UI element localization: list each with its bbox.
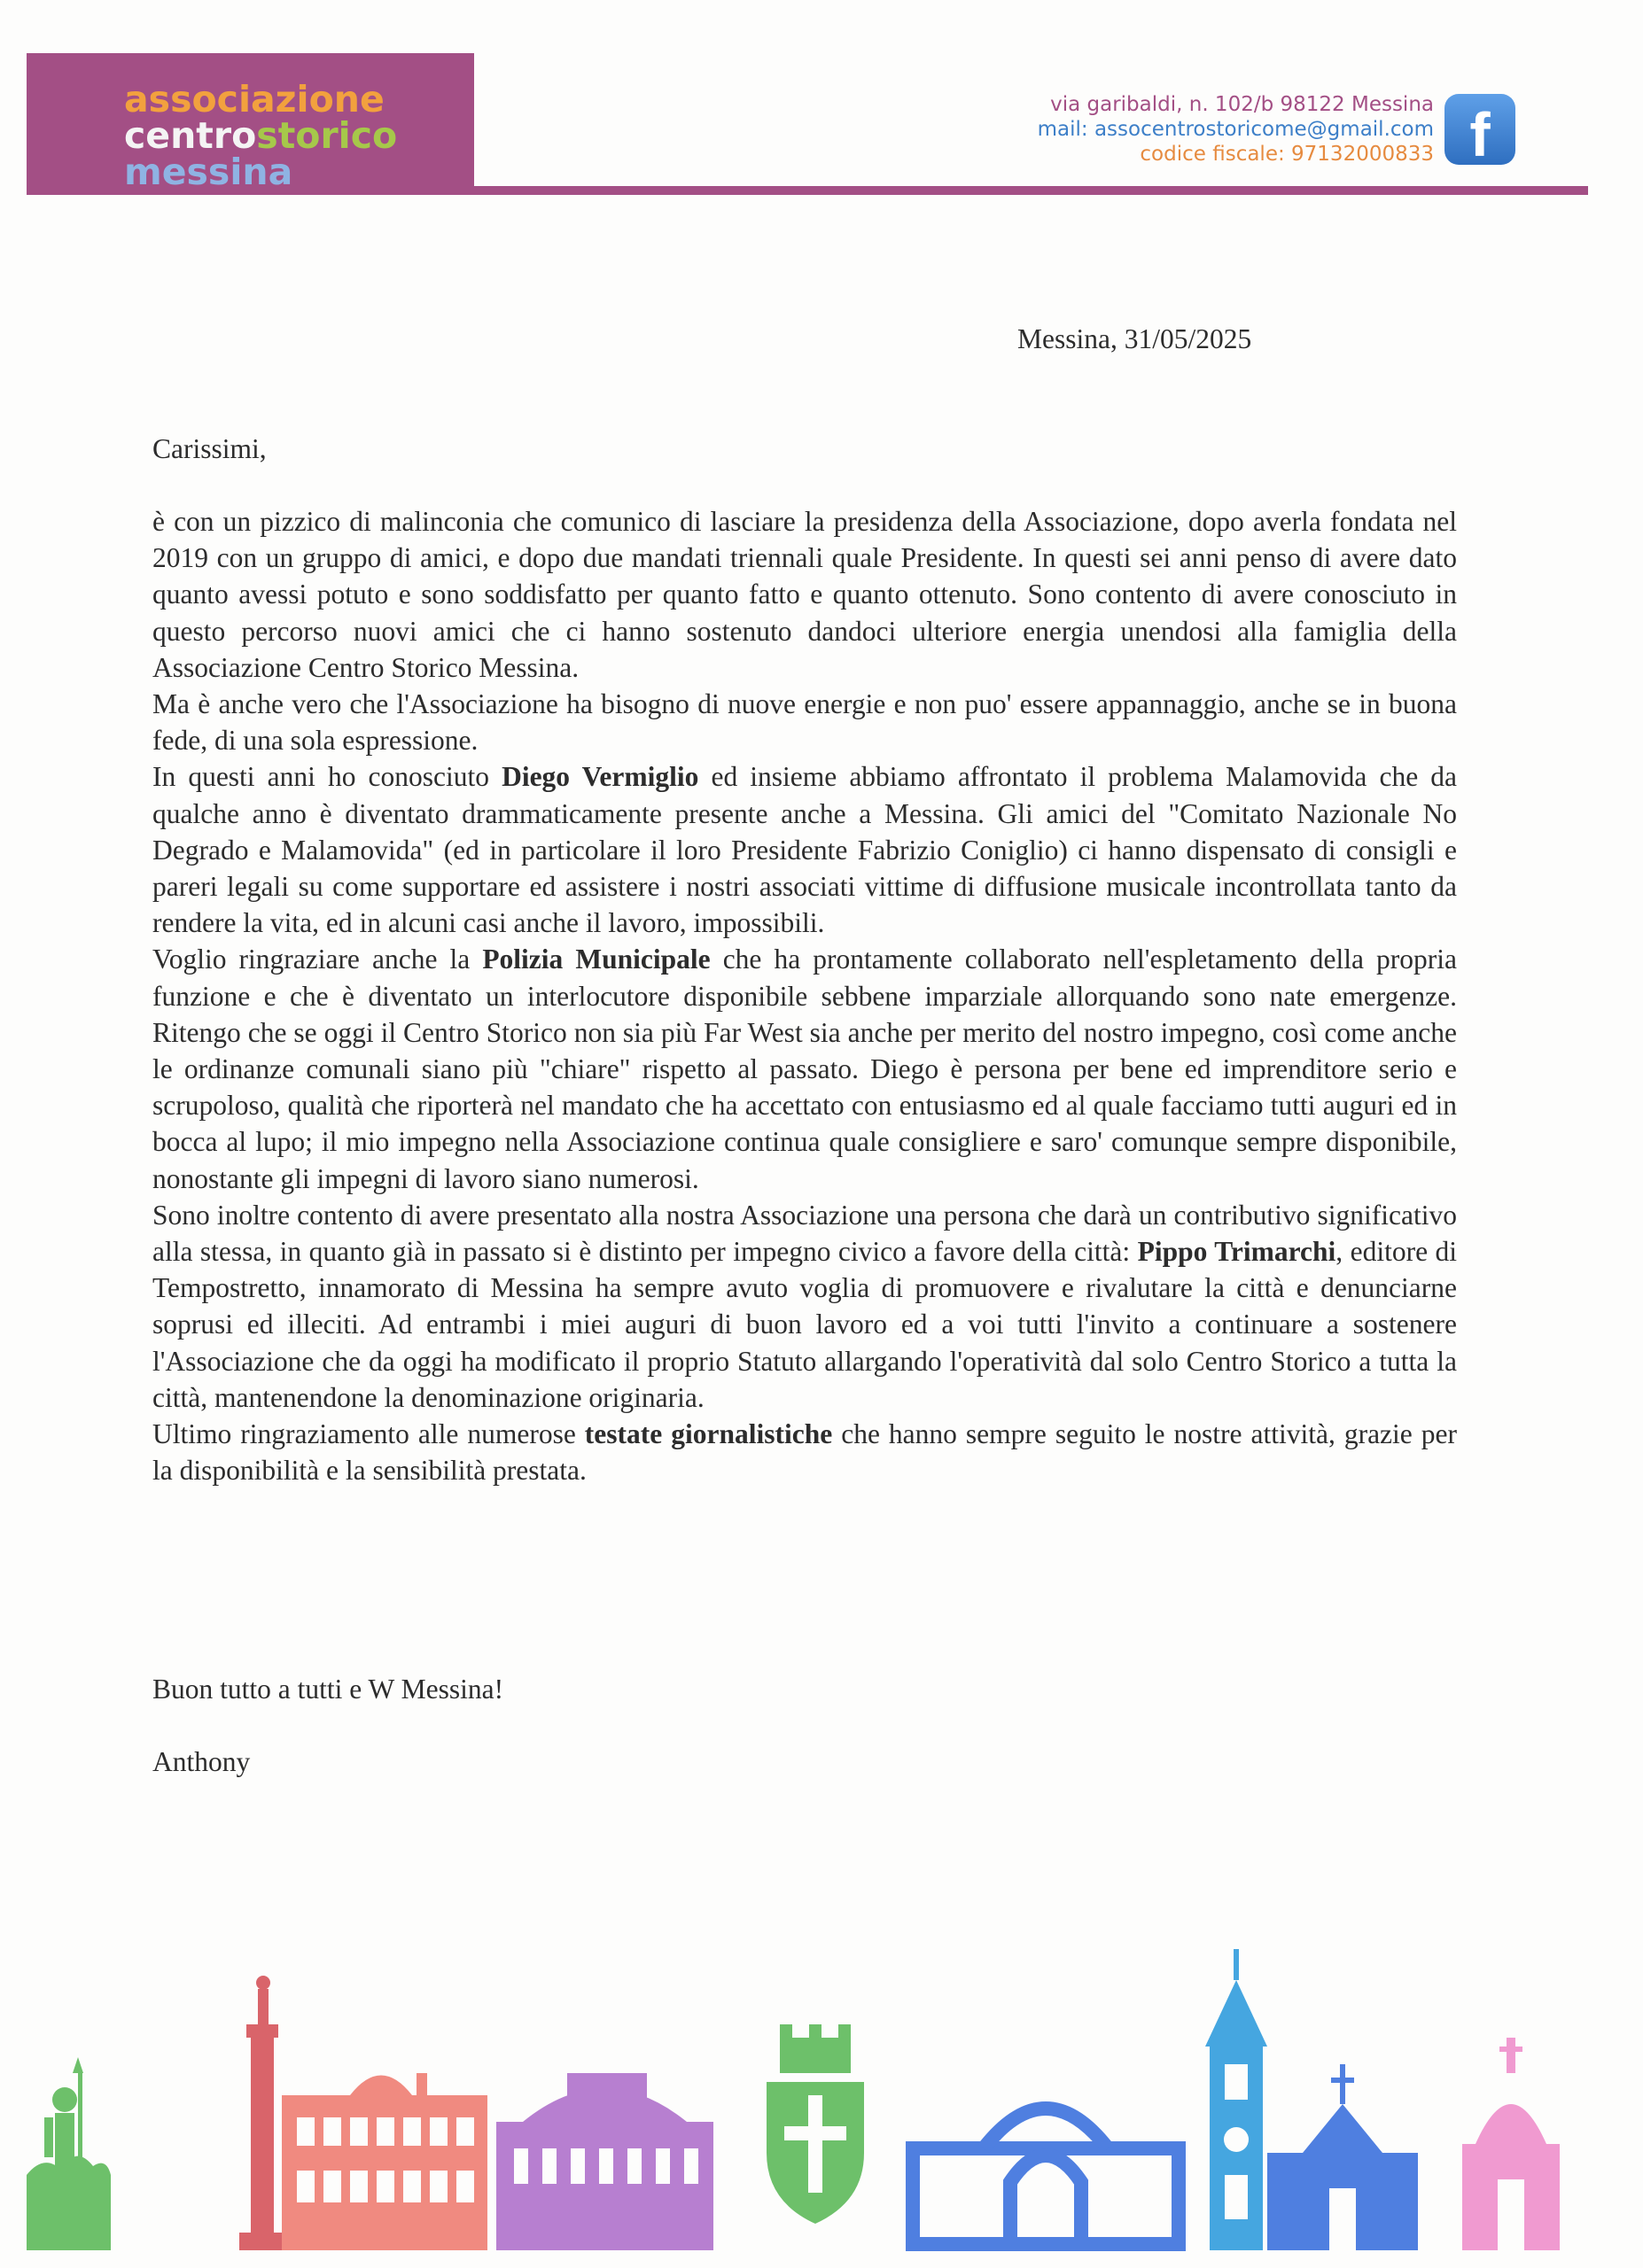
paragraph-4-text-cont: che ha prontamente collaborato nell'espletamento della propria funzione e che è diventato un interlocutore disponibile sebbene imparziale allorquando sono nate emergenze. Ritengo che se oggi il Centro Storico non sia più Far West sia anche per merito del nostro impegno, così come anche le ordinanze comunali siano più "chiare" rispetto al passato. Diego è persona per bene ed imprenditore serio e scrupoloso, qualità che riporterà nel mandato che ha accettato con entusiasmo ed al quale facciamo tutti auguri ed in bocca al lupo; il mio impegno nella Associazione continua quale consigliere e saro' comunque sempre disponibile, nonostante gli impegni di lavoro siano numerosi. — [152, 944, 1457, 1194]
messina-skyline-illustration — [0, 1940, 1643, 2268]
facebook-icon: f — [1444, 94, 1515, 165]
logo-word-centro: centro — [124, 114, 257, 157]
letter-greeting: Carissimi, — [152, 433, 267, 464]
paragraph-6-text: Ultimo ringraziamento alle numerose — [152, 1418, 585, 1450]
paragraph-5-text-cont: , editore di Tempostretto, innamorato di Messina ha sempre avuto voglia di promuovere e rivalutare la città e denunciarne soprusi ed illeciti. Ad entrambi i miei auguri di buon lavoro ed a voi tutti l'invito a continuare a sostenere l'Associazione che da oggi ha modificato il proprio Statuto allargando l'operatività dal solo Centro Storico a tutta la città, mantenendone la denominazione originaria. — [152, 1236, 1457, 1413]
column-monument-icon — [239, 1976, 285, 2250]
name-polizia-municipale: Polizia Municipale — [482, 944, 711, 975]
paragraph-3 — [152, 758, 1457, 941]
association-logo — [124, 78, 398, 193]
logo-word-storico: storico — [256, 114, 398, 157]
contact-block — [1038, 92, 1434, 167]
letter-signature: Anthony — [152, 1746, 251, 1777]
paragraph-3-text-cont: ed insieme abbiamo affrontato il problema Malamovida che da qualche anno è diventato drammaticamente presente anche a Messina. Gli amici del "Comitato Nazionale No Degrado e Malamovida" (ed in particolare il loro Presidente Fabrizio Coniglio) ci hanno dispensato di consigli e pareri legali su come supportare ed assistere i nostri associati vittime di diffusione musicale incontrollata tanto da rendere la vita, ed in alcuni casi anche il lavoro, impossibili. — [152, 761, 1457, 939]
letter-body — [152, 503, 1457, 1488]
paragraph-6 — [152, 1416, 1457, 1488]
logo-line-1: associazione — [124, 78, 385, 120]
letterhead-rule — [474, 186, 1588, 195]
paragraph-4 — [152, 941, 1457, 1196]
paragraph-1: è con un pizzico di malinconia che comunico di lasciare la presidenza della Associazione, dopo averla fondata nel 2019 con un gruppo di amici, e dopo due mandati triennali quale Presidente. In questi sei anni penso di avere dato quanto avessi potuto e sono soddisfatto per quanto fatto e quanto ottenuto. Sono contento di avere conosciuto in questo percorso nuovi amici che ci hanno sostenuto dandoci ulteriore energia unendosi alla famiglia della Associazione Centro Storico Messina. — [152, 506, 1457, 683]
paragraph-4-text: Voglio ringraziare anche la — [152, 944, 483, 975]
email-line: mail: assocentrostoricome@gmail.com — [1037, 118, 1434, 141]
paragraph-6-text-cont: che hanno sempre seguito le nostre attività, grazie per la disponibilità e la sensibilità prestata. — [152, 1418, 1457, 1487]
neptune-statue-icon — [27, 2057, 111, 2250]
testate-giornalistiche: testate giornalistiche — [584, 1418, 833, 1450]
paragraph-5 — [152, 1197, 1457, 1416]
paragraph-2: Ma è anche vero che l'Associazione ha bisogno di nuove energie e non puo' essere appannaggio, anche se in buona fede, di una sola espressione. — [152, 688, 1457, 757]
fiscal-code-line: codice fiscale: 97132000833 — [1140, 143, 1434, 166]
letter-date: Messina, 31/05/2025 — [1017, 323, 1252, 354]
logo-line-2 — [124, 114, 398, 157]
palazzo-icon — [282, 2073, 487, 2250]
name-pippo-trimarchi: Pippo Trimarchi — [1137, 1236, 1336, 1268]
name-diego-vermiglio: Diego Vermiglio — [502, 761, 699, 793]
logo-line-3: messina — [124, 151, 293, 193]
address-line: via garibaldi, n. 102/b 98122 Messina — [1050, 93, 1434, 116]
arch-gate-icon — [913, 2109, 1179, 2244]
paragraph-5-text: Sono inoltre contento di avere presentato alla nostra Associazione una persona che darà un contributivo significativo alla stessa, in quanto già in passato si è distinto per impegno civico a favore della città: — [152, 1199, 1457, 1268]
letter-closing: Buon tutto a tutti e W Messina! — [152, 1674, 504, 1705]
paragraph-3-text: In questi anni ho conosciuto — [152, 761, 502, 793]
